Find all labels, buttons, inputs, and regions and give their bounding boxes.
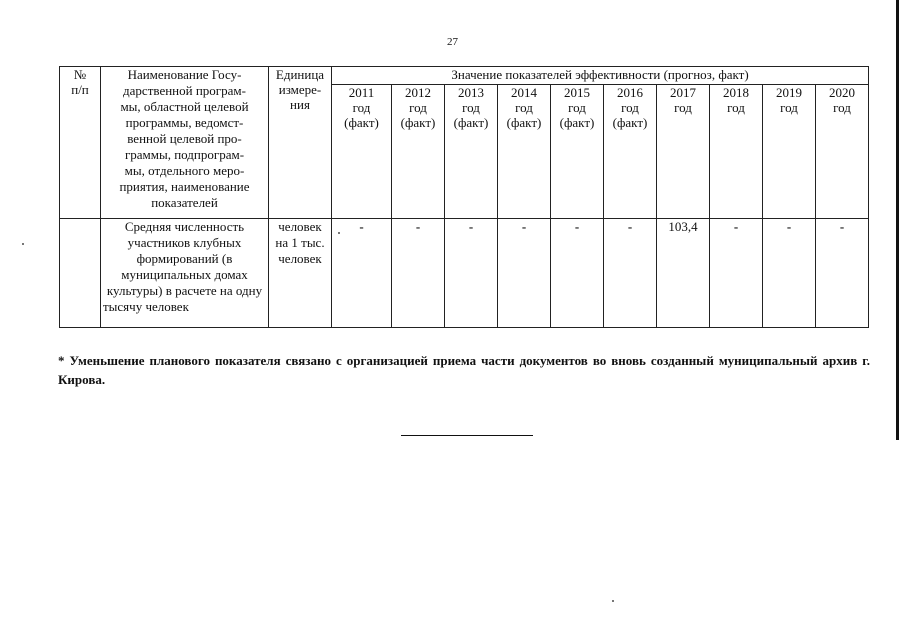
header-name: Наименование Госу- дарственной програм- мы, областной целевой программы, ведомст- венной целевой про- граммы, подпрограм- мы, отдельного меро- приятия, наименование показателей [101, 67, 269, 219]
value-2019: - [763, 219, 816, 328]
header-year-2019: 2019 год [763, 85, 816, 219]
value-2018: - [710, 219, 763, 328]
header-num: № п/п [60, 67, 101, 219]
row-num [60, 219, 101, 328]
header-year-2011: 2011 год (факт) [332, 85, 392, 219]
header-unit: Единица измере- ния [269, 67, 332, 219]
value-2014: - [498, 219, 551, 328]
indicator-name: Средняя численность участников клубных формирований (в муниципальных домах культуры) в расчете на одну тысячу человек [101, 219, 269, 328]
value-2015: - [551, 219, 604, 328]
value-2017: 103,4 [657, 219, 710, 328]
header-row-1 [60, 67, 869, 85]
header-year-2017: 2017 год [657, 85, 710, 219]
footnote: * Уменьшение планового показателя связано с организацией приема части документов во вновь созданный муниципальный архив г. Кирова. [58, 353, 870, 387]
header-year-2013: 2013 год (факт) [445, 85, 498, 219]
scan-speck [612, 600, 614, 602]
performance-table [59, 66, 869, 328]
header-year-2015: 2015 год (факт) [551, 85, 604, 219]
scan-edge-line [896, 0, 899, 440]
scan-speck [22, 243, 24, 245]
header-year-2012: 2012 год (факт) [392, 85, 445, 219]
indicator-unit: человек на 1 тыс. человек [269, 219, 332, 328]
separator-line [401, 435, 533, 436]
header-year-2014: 2014 год (факт) [498, 85, 551, 219]
value-2013: - [445, 219, 498, 328]
header-year-2018: 2018 год [710, 85, 763, 219]
value-2016: - [604, 219, 657, 328]
value-2012: - [392, 219, 445, 328]
value-2011: - [332, 219, 392, 328]
table-row [60, 219, 869, 328]
header-year-2016: 2016 год (факт) [604, 85, 657, 219]
header-year-2020: 2020 год [816, 85, 869, 219]
header-indicator-values: Значение показателей эффективности (прогноз, факт) [332, 67, 869, 85]
value-2020: - [816, 219, 869, 328]
page-number: 27 [447, 36, 458, 48]
